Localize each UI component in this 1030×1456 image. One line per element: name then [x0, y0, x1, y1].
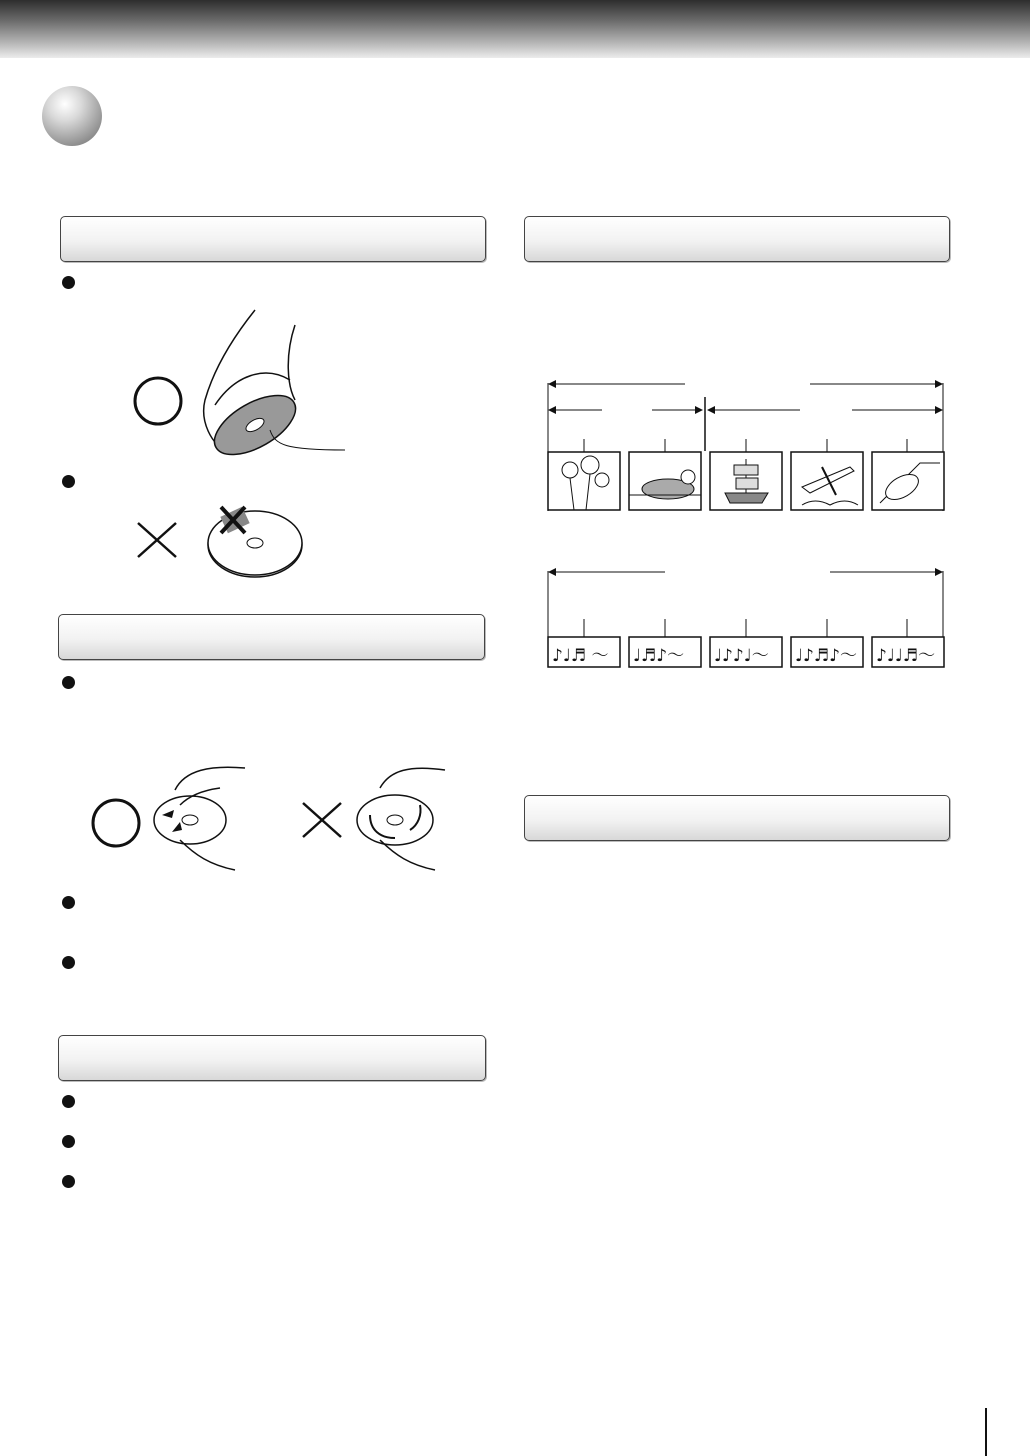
page-number-divider — [985, 1408, 987, 1456]
bullet-icon — [62, 1095, 75, 1108]
cleaning-heading-box — [58, 614, 485, 660]
disc-with-sticker-illustration — [205, 505, 305, 580]
bullet-icon — [62, 956, 75, 969]
handling-heading-box — [60, 216, 486, 262]
header-bar — [0, 0, 1030, 58]
sailing-ship-picture — [710, 452, 782, 510]
dvd-structure-diagram — [540, 375, 950, 515]
cd-track-4: ♩♪♬♪～ — [795, 646, 857, 666]
cat-picture — [629, 452, 701, 510]
cross-icon — [300, 800, 344, 840]
cross-icon — [135, 520, 179, 560]
bullet-icon — [62, 896, 75, 909]
bullet-icon — [62, 1135, 75, 1148]
cd-track-2: ♩♬♪～ — [633, 646, 685, 666]
circle-icon — [132, 375, 184, 427]
wipe-outward-illustration — [150, 760, 250, 875]
cd-track-3: ♩♪♪♩～ — [714, 646, 769, 666]
cd-structure-diagram — [540, 563, 950, 673]
cd-track-1: ♪♩♬ ～ — [552, 646, 609, 666]
right-bottom-heading-box — [524, 795, 950, 841]
bullet-icon — [62, 1175, 75, 1188]
section-sphere-icon — [42, 86, 102, 146]
airplane-picture — [791, 452, 863, 510]
bullet-icon — [62, 475, 75, 488]
structure-heading-box — [524, 216, 950, 262]
bullet-icon — [62, 676, 75, 689]
car-picture — [872, 452, 944, 510]
bullet-icon — [62, 276, 75, 289]
hand-holding-disc-illustration — [195, 305, 355, 460]
sunflower-picture — [548, 452, 620, 510]
cd-track-5: ♪♩♩♬～ — [876, 646, 936, 666]
circle-icon — [90, 797, 142, 849]
wipe-circular-illustration — [350, 760, 450, 875]
storing-heading-box — [58, 1035, 486, 1081]
